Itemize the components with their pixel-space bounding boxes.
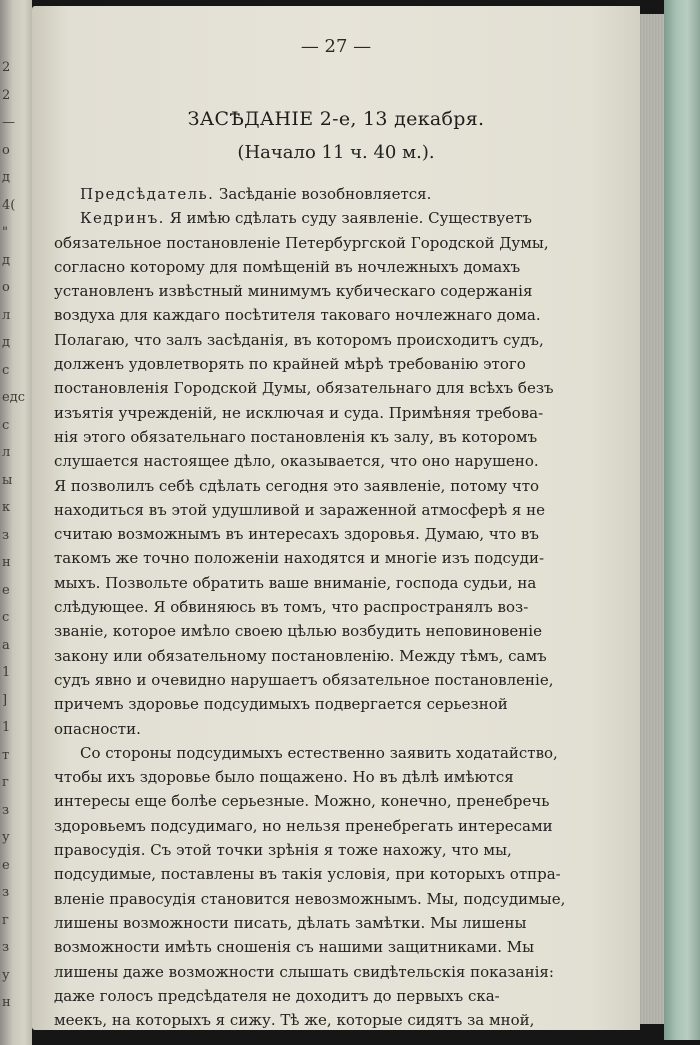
line-text: воздуха для каждаго посѣтителя таковаго ночлежнаго дома. — [54, 306, 541, 325]
previous-page-fragment: з — [2, 802, 10, 818]
text-line — [54, 231, 602, 255]
text-line — [54, 741, 602, 765]
previous-page-fragment: едс — [2, 390, 25, 405]
line-text: обязательное постановленіе Петербургской Городской Думы, — [54, 233, 549, 252]
text-line — [54, 814, 602, 838]
previous-page-fragment: е — [2, 582, 10, 598]
line-text: нія этого обязательнаго постановленія къ залу, въ которомъ — [54, 427, 538, 446]
line-text: мыхъ. Позвольте обратить ваше вниманіе, господа судьи, на — [54, 573, 537, 592]
text-line — [54, 425, 602, 449]
line-text: находиться въ этой удушливой и зараженной атмосферѣ я не — [54, 500, 545, 519]
previous-page-fragment: ы — [2, 472, 13, 488]
previous-page-fragment: л — [2, 445, 11, 460]
previous-page-fragment: л — [2, 307, 11, 323]
line-text: такомъ же точно положеніи находятся и многіе изъ подсуди- — [54, 549, 545, 568]
previous-page-fragment: о — [2, 280, 10, 295]
speaker-name: Предсѣдатель. — [80, 185, 215, 203]
line-text: меекъ, на которыхъ я сижу. Тѣ же, которые сидятъ за мной, — [54, 1011, 535, 1030]
line-text: долженъ удовлетворять по крайней мѣрѣ требованію этого — [54, 355, 526, 374]
text-line — [54, 449, 602, 473]
line-text: Полагаю, что залъ засѣданія, въ которомъ происходитъ судъ, — [54, 330, 544, 349]
text-line — [54, 474, 602, 498]
line-text: считаю возможнымъ въ интересахъ здоровья. Думаю, что въ — [54, 525, 539, 544]
previous-page-fragment: с — [2, 417, 10, 433]
previous-page-edge — [0, 0, 32, 1045]
previous-page-fragment: 1 — [2, 720, 11, 735]
text-line — [54, 401, 602, 425]
book-cover — [664, 0, 700, 1040]
previous-page-fragment: г — [2, 912, 9, 928]
line-text: возможности имѣть сношенія съ нашими защитниками. Мы — [54, 938, 535, 957]
previous-page-fragment: 4( — [2, 197, 16, 213]
text-line — [54, 692, 602, 716]
previous-page-fragment: 2 — [2, 60, 11, 75]
line-text: интересы еще болѣе серьезные. Можно, конечно, пренебречь — [54, 792, 550, 811]
text-line — [54, 765, 602, 789]
text-line — [54, 935, 602, 959]
line-text: даже голосъ предсѣдателя не доходитъ до первыхъ ска- — [54, 986, 500, 1005]
previous-page-fragment: д — [2, 170, 11, 185]
line-text: закону или обязательному постановленію. Между тѣмъ, самъ — [54, 646, 547, 665]
line-text: постановленія Городской Думы, обязательнаго для всѣхъ безъ — [54, 379, 554, 398]
previous-page-fragment: н — [2, 555, 11, 570]
text-line — [54, 279, 602, 303]
text-line — [54, 911, 602, 935]
previous-page-fragment: е — [2, 857, 10, 873]
transcript-body — [54, 182, 602, 1032]
text-line — [54, 789, 602, 813]
text-line — [54, 571, 602, 595]
text-line — [54, 182, 602, 206]
previous-page-fragment: 1 — [2, 665, 11, 680]
previous-page-fragment: т — [2, 747, 10, 763]
previous-page-fragment: у — [2, 830, 10, 845]
previous-page-fragment: " — [2, 225, 8, 240]
previous-page-fragment: г — [2, 775, 9, 790]
text-line — [54, 717, 602, 741]
line-text: опасности. — [54, 719, 141, 738]
previous-page-fragment: у — [2, 967, 10, 983]
text-line — [54, 862, 602, 886]
line-text: Засѣданіе возобновляется. — [214, 185, 432, 203]
line-text: согласно которому для помѣщеній въ ночлежныхъ домахъ — [54, 257, 521, 276]
previous-page-fragment: 2 — [2, 87, 11, 103]
line-text: судъ явно и очевидно нарушаетъ обязательное постановленіе, — [54, 670, 554, 689]
line-text: вленіе правосудія становится невозможнымъ. Мы, подсудимые, — [54, 889, 566, 908]
previous-page-fragment: з — [2, 940, 10, 955]
page-number: — 27 — — [300, 36, 372, 57]
line-text: слѣдующее. Я обвиняюсь въ томъ, что распространялъ воз- — [54, 598, 529, 617]
previous-page-fragment: — — [2, 115, 15, 130]
line-text: правосудія. Съ этой точки зрѣнія я тоже нахожу, что мы, — [54, 841, 512, 860]
text-line — [54, 376, 602, 400]
text-line — [54, 838, 602, 862]
line-text: причемъ здоровье подсудимыхъ подвергается серьезной — [54, 695, 508, 714]
previous-page-fragment: с — [2, 362, 10, 378]
previous-page-fragment: д — [2, 252, 11, 268]
text-line — [54, 668, 602, 692]
previous-page-fragment: к — [2, 500, 11, 515]
line-text: изъятія учрежденій, не исключая и суда. Примѣняя требова- — [54, 403, 544, 422]
line-text: чтобы ихъ здоровье было пощажено. Но въ дѣлѣ имѣются — [54, 768, 514, 787]
line-text: Со стороны подсудимыхъ естественно заявить ходатайство, — [80, 743, 558, 762]
previous-page-fragment: н — [2, 995, 11, 1010]
text-line — [54, 255, 602, 279]
speaker-name: Кедринъ. — [80, 209, 165, 228]
text-line — [54, 644, 602, 668]
text-line — [54, 546, 602, 570]
text-line — [54, 498, 602, 522]
text-line — [54, 1008, 602, 1032]
book-page — [32, 6, 640, 1030]
text-line — [54, 887, 602, 911]
previous-page-fragment: ] — [2, 692, 8, 708]
text-line — [54, 984, 602, 1008]
previous-page-fragment: з — [2, 885, 10, 900]
line-text: званіе, которое имѣло своею цѣлью возбудить неповиновеніе — [54, 622, 542, 641]
line-text: слушается настоящее дѣло, оказывается, что оно нарушено. — [54, 452, 539, 471]
line-text: лишены возможности писать, дѣлать замѣтки. Мы лишены — [54, 913, 527, 932]
session-title: ЗАСѢДАНІЕ 2-е, 13 декабря. — [187, 108, 485, 130]
line-text: Я позволилъ себѣ сдѣлать сегодня это заявленіе, потому что — [54, 476, 540, 495]
text-line — [54, 960, 602, 984]
session-start-time: (Начало 11 ч. 40 м.). — [237, 142, 435, 163]
line-text: установленъ извѣстный минимумъ кубическаго содержанія — [54, 282, 533, 301]
text-line — [54, 206, 602, 230]
line-text: здоровьемъ подсудимаго, но нельзя пренебрегать интересами — [54, 816, 553, 835]
line-text: подсудимые, поставлены въ такія условія, при которыхъ отпра- — [54, 865, 561, 884]
previous-page-fragment: з — [2, 527, 10, 543]
text-line — [54, 352, 602, 376]
previous-page-fragment: с — [2, 610, 10, 625]
line-text: Я имѣю сдѣлать суду заявленіе. Существуетъ — [164, 209, 532, 228]
previous-page-fragment: о — [2, 142, 10, 158]
text-line — [54, 522, 602, 546]
previous-page-fragment: д — [2, 335, 11, 350]
line-text: лишены даже возможности слышать свидѣтельскія показанія: — [54, 962, 554, 981]
text-line — [54, 619, 602, 643]
previous-page-fragment: а — [2, 637, 10, 653]
text-line — [54, 595, 602, 619]
text-line — [54, 303, 602, 327]
text-line — [54, 328, 602, 352]
